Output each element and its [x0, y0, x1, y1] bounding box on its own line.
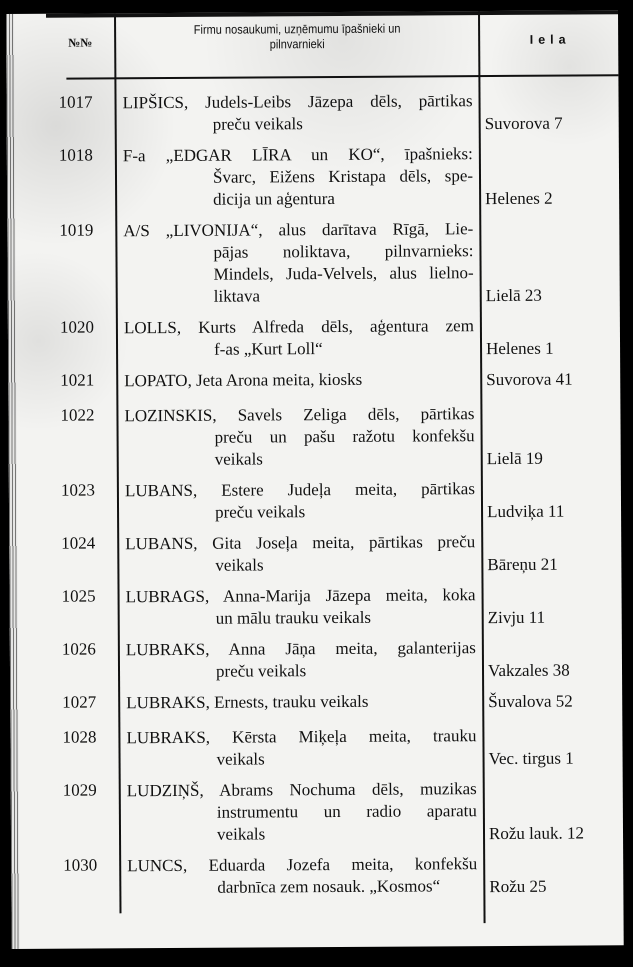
entry-description-line: LUBANS, Gita Joseļa meita, pārtikas preču [125, 532, 476, 554]
entry-description-line: veikals [216, 749, 265, 769]
entry-description [127, 778, 477, 846]
entry-number: 1017 [58, 92, 93, 112]
entry-row [8, 367, 620, 391]
entry-description-line: pājas noliktava, pilnvarnieks: [213, 241, 474, 262]
entry-number: 1023 [60, 480, 95, 500]
entry-description-line: LIPŠICS, Judels-Leibs Jāzepa dēls, pārtikas [122, 91, 473, 113]
entry-number: 1022 [60, 405, 95, 425]
entry-description [124, 368, 474, 392]
entry-row [8, 314, 620, 359]
entry-street: Vakzales 38 [487, 660, 570, 681]
entry-number: 1026 [61, 639, 96, 659]
entry-street: Helenes 1 [485, 338, 554, 359]
entry-street: Rožu lauk. 12 [488, 823, 584, 844]
entry-description-line: LUBRAKS, Kērsta Miķeļa meita, trauku [126, 726, 477, 748]
page-binding-edge [6, 14, 20, 949]
header-number: №№ [68, 35, 93, 50]
entry-number: 1030 [63, 855, 98, 875]
entry-description-line: preču veikals [215, 661, 307, 681]
entry-description-line: LUBRAKS, Ernests, trauku veikals [126, 691, 369, 713]
entry-description-line: dicija un aģentura [213, 188, 335, 209]
column-divider-street [478, 11, 486, 923]
entry-street: Rožu 25 [489, 876, 547, 897]
entry-description [125, 531, 475, 577]
entry-description [124, 403, 474, 471]
entry-street: Bāreņu 21 [487, 554, 558, 575]
header-firm [140, 21, 455, 53]
entry-description [125, 478, 475, 524]
entry-row [7, 142, 619, 209]
entry-street: Ludviķa 11 [486, 501, 565, 522]
entry-street: Suvorova 41 [486, 369, 573, 390]
entry-description-line: un mālu trauku veikals [215, 607, 372, 628]
entry-number: 1025 [61, 586, 96, 606]
entry-description-line: LUBANS, Estere Judeļa meita, pārtikas [124, 479, 475, 501]
entry-street: Šuvalova 52 [488, 691, 573, 712]
entry-description-line: Švarc, Eižens Kristapa dēls, spe- [212, 166, 474, 187]
entry-street: Lielā 19 [486, 448, 543, 469]
entry-row [11, 852, 623, 897]
entry-number: 1029 [62, 780, 97, 800]
entry-row [6, 89, 618, 134]
entry-row [7, 217, 619, 306]
header-firm-line2: pilnvarnieki [269, 37, 325, 52]
entry-row [10, 583, 622, 628]
entry-description-line: LOLLS, Kurts Alfreda dēls, aģentura zem [123, 316, 474, 338]
entry-description [126, 690, 476, 714]
entry-row [9, 477, 621, 522]
entry-description-line: LUNCS, Eduarda Jozefa meita, konfekšu [127, 854, 478, 876]
header-firm-line1: Firmu nosaukumi, uzņēmumu īpašnieki un [193, 21, 401, 37]
entry-description-line: LUDZIŅŠ, Abrams Nochuma dēls, muzikas [126, 779, 477, 801]
entry-description-line: LUBRAGS, Anna-Marija Jāzepa meita, koka [125, 585, 476, 607]
document-page [6, 10, 624, 949]
entry-description-line: A/S „LIVONIJA“, alus darītava Rīgā, Lie- [123, 219, 474, 241]
entry-description-line: preču veikals [212, 114, 303, 134]
entry-row [11, 777, 623, 844]
entry-street: Zivju 11 [487, 607, 546, 628]
entry-number: 1020 [59, 317, 94, 337]
entry-number: 1021 [60, 370, 95, 390]
column-divider-number [114, 13, 121, 913]
entry-street: Vec. tirgus 1 [488, 748, 574, 769]
entry-street: Lielā 23 [485, 285, 542, 306]
entry-row [10, 689, 622, 713]
entry-row [8, 402, 620, 469]
entry-number: 1018 [58, 145, 93, 165]
header-street: Iela [529, 32, 571, 47]
entry-row [10, 724, 622, 769]
entry-description-line: veikals [215, 555, 264, 575]
entry-street: Helenes 2 [485, 188, 553, 209]
entry-description [123, 143, 473, 211]
entry-description [126, 725, 476, 771]
entry-description-line: f-as „Kurt Loll“ [213, 339, 323, 359]
entry-description-line: preču un pašu ražotu konfekšu [214, 426, 475, 447]
top-rule [46, 10, 618, 17]
entry-description-line: veikals [214, 449, 263, 469]
entry-description-line: LUBRAKS, Anna Jāņa meita, galanterijas [125, 638, 476, 660]
entry-description [123, 218, 474, 308]
entry-description [125, 584, 475, 630]
entry-number: 1024 [61, 533, 96, 553]
entry-street: Suvorova 7 [484, 113, 563, 134]
entry-number: 1028 [62, 727, 97, 747]
entry-row [9, 530, 621, 575]
entry-description-line: instrumentu un radio aparatu [216, 801, 477, 822]
entry-number: 1027 [62, 692, 97, 712]
entry-description [122, 90, 472, 136]
entry-description-line: darbnīca zem nosauk. „Kosmos“ [217, 876, 441, 897]
entry-description [126, 637, 476, 683]
entry-description-line: LOZINSKIS, Savels Zeliga dēls, pārtikas [124, 404, 475, 426]
entry-description-line: preču veikals [214, 502, 306, 522]
entry-description-line: Mindels, Juda-Velvels, alus lielno- [213, 263, 474, 284]
entry-description-line: F-a „EDGAR LĪRA un KO“, īpašnieks: [122, 144, 473, 166]
entry-description [127, 853, 477, 899]
header-rule [66, 74, 618, 79]
entry-row [10, 636, 622, 681]
entry-number: 1019 [59, 220, 94, 240]
entry-description [124, 315, 474, 361]
entry-description-line: LOPATO, Jeta Arona meita, kiosks [124, 369, 363, 391]
entry-description-line: liktava [213, 286, 261, 306]
entry-description-line: veikals [216, 824, 266, 844]
